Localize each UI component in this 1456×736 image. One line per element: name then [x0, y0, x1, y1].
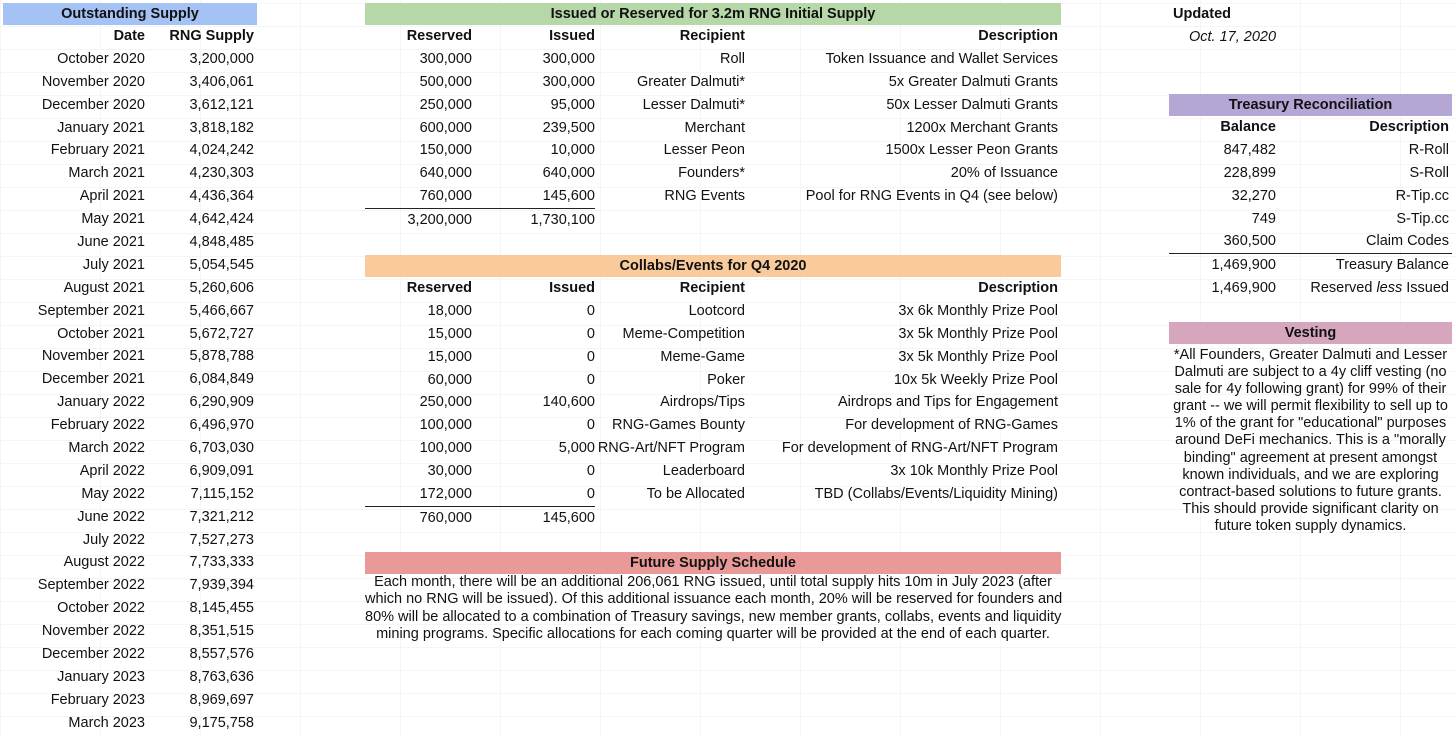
collabs-description-cell[interactable]: 3x 6k Monthly Prize Pool: [898, 302, 1058, 319]
date-cell[interactable]: March 2023: [68, 714, 145, 731]
date-cell[interactable]: February 2021: [50, 142, 145, 159]
initial-issued-cell[interactable]: 95,000: [550, 96, 595, 113]
treasury-balance-cell[interactable]: 360,500: [1223, 233, 1276, 250]
initial-row: [365, 162, 1061, 185]
collabs-reserved-cell[interactable]: 60,000: [427, 371, 472, 388]
vesting-text-line: *All Founders, Greater Dalmuti and Lesser: [1173, 347, 1448, 363]
initial-reserved-cell[interactable]: 250,000: [419, 96, 472, 113]
initial-rows: [365, 48, 1061, 208]
date-cell[interactable]: July 2021: [82, 256, 145, 273]
date-cell[interactable]: February 2022: [50, 417, 145, 434]
initial-issued-cell[interactable]: 640,000: [542, 165, 595, 182]
collabs-column-headers: [365, 277, 1061, 300]
treasury-balance-cell[interactable]: 749: [1251, 210, 1276, 227]
date-cell[interactable]: June 2021: [77, 234, 145, 251]
outstanding-row: [3, 551, 257, 574]
reserved-less-issued-balance[interactable]: 1,469,900: [1211, 280, 1276, 297]
outstanding-row: [3, 162, 257, 185]
vesting-text-line: binding" agreement at present amongst: [1183, 449, 1438, 466]
collabs-row: [365, 391, 1061, 414]
collabs-recipient-cell[interactable]: Poker: [707, 371, 745, 388]
outstanding-row: [3, 94, 257, 117]
treasury-total-row: [1169, 253, 1452, 277]
outstanding-supply-header[interactable]: Outstanding Supply: [3, 3, 257, 25]
date-cell[interactable]: November 2022: [41, 623, 145, 640]
date-cell[interactable]: January 2022: [57, 394, 145, 411]
vesting-text-line: Dalmuti are subject to a 4y cliff vesting (no: [1174, 364, 1447, 381]
supply-cell[interactable]: 4,436,364: [189, 188, 254, 205]
collabs-reserved-cell[interactable]: 15,000: [427, 325, 472, 342]
collabs-events-table: [365, 255, 1061, 529]
outstanding-row: [3, 323, 257, 346]
initial-totals-row: [365, 208, 1061, 231]
supply-cell[interactable]: 3,612,121: [189, 96, 254, 113]
date-cell[interactable]: January 2021: [57, 119, 145, 136]
date-cell[interactable]: March 2021: [68, 165, 145, 182]
outstanding-rows: [3, 48, 257, 735]
treasury-row: [1169, 230, 1452, 253]
collabs-row: [365, 414, 1061, 437]
issued-column-header[interactable]: Issued: [549, 28, 595, 44]
supply-cell[interactable]: 5,260,606: [189, 279, 254, 296]
treasury-row: [1169, 139, 1452, 162]
supply-cell[interactable]: 3,818,182: [189, 119, 254, 136]
supply-cell[interactable]: 5,466,667: [189, 302, 254, 319]
vesting-text-line: 1% of the grant for "educational" purposes: [1174, 415, 1447, 432]
date-cell[interactable]: November 2021: [41, 348, 145, 365]
date-cell[interactable]: September 2021: [37, 302, 145, 319]
collabs-row: [365, 323, 1061, 346]
vesting-text-line: known individuals, and we are exploring: [1182, 466, 1439, 483]
initial-recipient-cell[interactable]: Founders*: [678, 165, 745, 182]
date-cell[interactable]: August 2021: [63, 279, 145, 296]
initial-reserved-cell[interactable]: 640,000: [419, 165, 472, 182]
collabs-recipient-cell[interactable]: Lootcord: [688, 302, 745, 319]
initial-recipient-cell[interactable]: Lesser Peon: [663, 142, 745, 159]
outstanding-row: [3, 231, 257, 254]
initial-description-cell[interactable]: 20% of Issuance: [950, 165, 1058, 182]
supply-cell[interactable]: 7,939,394: [189, 577, 254, 594]
initial-recipient-cell[interactable]: Lesser Dalmuti*: [642, 96, 745, 113]
outstanding-row: [3, 345, 257, 368]
future-text-line: Each month, there will be an additional 206,061 RNG issued, until total supply hits 10m in July 2023 (after: [374, 574, 1052, 590]
outstanding-row: [3, 712, 257, 735]
treasury-row: [1169, 208, 1452, 231]
initial-issued-cell[interactable]: 10,000: [550, 142, 595, 159]
collabs-description-cell[interactable]: 3x 5k Monthly Prize Pool: [898, 348, 1058, 365]
date-cell[interactable]: February 2023: [50, 691, 145, 708]
treasury-description-cell[interactable]: Claim Codes: [1366, 233, 1449, 250]
initial-total-issued[interactable]: 1,730,100: [472, 208, 595, 232]
outstanding-column-headers: [3, 25, 257, 48]
outstanding-row: [3, 277, 257, 300]
date-cell[interactable]: June 2022: [77, 508, 145, 525]
initial-supply-table: [365, 3, 1061, 231]
initial-recipient-cell[interactable]: RNG Events: [664, 188, 745, 205]
initial-issued-cell[interactable]: 300,000: [542, 50, 595, 67]
collabs-recipient-cell[interactable]: RNG-Art/NFT Program: [597, 440, 745, 457]
initial-issued-cell[interactable]: 300,000: [542, 73, 595, 90]
supply-cell[interactable]: 8,557,576: [189, 646, 254, 663]
initial-description-cell[interactable]: Pool for RNG Events in Q4 (see below): [805, 188, 1058, 205]
date-cell[interactable]: January 2023: [57, 668, 145, 685]
outstanding-row: [3, 689, 257, 712]
collabs-issued-cell[interactable]: 0: [586, 302, 595, 319]
initial-column-headers: [365, 25, 1061, 48]
collabs-issued-cell[interactable]: 140,600: [542, 394, 595, 411]
treasury-column-headers: [1169, 116, 1452, 139]
outstanding-row: [3, 391, 257, 414]
collabs-description-cell[interactable]: For development of RNG-Art/NFT Program: [781, 440, 1058, 457]
outstanding-row: [3, 71, 257, 94]
date-cell[interactable]: March 2022: [68, 440, 145, 457]
date-cell[interactable]: July 2022: [82, 531, 145, 548]
collabs-events-header[interactable]: Collabs/Events for Q4 2020: [365, 255, 1061, 277]
collabs-description-cell[interactable]: 10x 5k Weekly Prize Pool: [893, 371, 1058, 388]
initial-total-reserved[interactable]: 3,200,000: [365, 208, 472, 232]
outstanding-row: [3, 620, 257, 643]
initial-issued-cell[interactable]: 239,500: [542, 119, 595, 136]
supply-cell[interactable]: 6,084,849: [189, 371, 254, 388]
supply-cell[interactable]: 6,909,091: [189, 462, 254, 479]
outstanding-row: [3, 208, 257, 231]
future-supply-text[interactable]: [365, 574, 1061, 643]
initial-description-cell[interactable]: 1200x Merchant Grants: [906, 119, 1058, 136]
outstanding-row: [3, 643, 257, 666]
collabs-row: [365, 346, 1061, 369]
outstanding-row: [3, 597, 257, 620]
initial-description-cell[interactable]: 50x Lesser Dalmuti Grants: [886, 96, 1058, 113]
collabs-row: [365, 460, 1061, 483]
initial-recipient-cell[interactable]: Merchant: [684, 119, 745, 136]
date-column-header[interactable]: Date: [113, 28, 145, 44]
collabs-description-cell[interactable]: TBD (Collabs/Events/Liquidity Mining): [814, 486, 1058, 503]
supply-cell[interactable]: 8,351,515: [189, 623, 254, 640]
initial-description-cell[interactable]: 5x Greater Dalmuti Grants: [888, 73, 1058, 90]
supply-cell[interactable]: 8,145,455: [189, 600, 254, 617]
collabs-issued-cell[interactable]: 5,000: [558, 440, 595, 457]
collabs-rows: [365, 300, 1061, 506]
vesting-header[interactable]: Vesting: [1169, 322, 1452, 344]
future-text-line: 80% will be allocated to a combination of Treasury savings, new member grants, collabs, events and liquidity: [365, 608, 1062, 625]
collabs-description-header[interactable]: Description: [978, 280, 1058, 296]
outstanding-row: [3, 139, 257, 162]
collabs-row: [365, 483, 1061, 506]
reserved-less-issued-label[interactable]: Reserved less Issued: [1310, 280, 1449, 297]
collabs-reserved-cell[interactable]: 15,000: [427, 348, 472, 365]
vesting-text-line: around DeFi mechanics. This is a "morally: [1175, 432, 1446, 449]
collabs-row: [365, 300, 1061, 323]
collabs-recipient-cell[interactable]: Leaderboard: [662, 463, 745, 480]
date-cell[interactable]: November 2020: [41, 73, 145, 90]
supply-cell[interactable]: 8,969,697: [189, 691, 254, 708]
supply-cell[interactable]: 7,115,152: [190, 485, 254, 502]
outstanding-row: [3, 437, 257, 460]
treasury-balance-cell[interactable]: 847,482: [1223, 141, 1276, 158]
supply-cell[interactable]: 6,290,909: [189, 394, 254, 411]
supply-cell[interactable]: 5,672,727: [189, 325, 254, 342]
collabs-reserved-cell[interactable]: 172,000: [419, 486, 472, 503]
treasury-total-label[interactable]: Treasury Balance: [1335, 257, 1449, 274]
initial-reserved-cell[interactable]: 150,000: [419, 142, 472, 159]
updated-label[interactable]: Updated: [1173, 6, 1231, 22]
future-supply-section: [365, 552, 1061, 643]
supply-cell[interactable]: 6,703,030: [189, 440, 254, 457]
outstanding-row: [3, 414, 257, 437]
outstanding-row: [3, 483, 257, 506]
treasury-description-header[interactable]: Description: [1369, 119, 1449, 135]
initial-row: [365, 48, 1061, 71]
collabs-recipient-cell[interactable]: Airdrops/Tips: [660, 394, 745, 411]
date-cell[interactable]: December 2021: [41, 371, 145, 388]
outstanding-row: [3, 460, 257, 483]
description-column-header[interactable]: Description: [978, 28, 1058, 44]
treasury-balance-cell[interactable]: 32,270: [1231, 187, 1276, 204]
collabs-issued-cell[interactable]: 0: [586, 486, 595, 503]
collabs-reserved-cell[interactable]: 30,000: [427, 463, 472, 480]
future-text-line: which no RNG will be issued). Of this additional issuance each month, 20% will be reserved for founders and: [365, 591, 1063, 608]
supply-cell[interactable]: 3,406,061: [189, 73, 254, 90]
supply-cell[interactable]: 8,763,636: [189, 668, 254, 685]
collabs-issued-cell[interactable]: 0: [586, 325, 595, 342]
collabs-recipient-header[interactable]: Recipient: [679, 280, 745, 296]
date-cell[interactable]: December 2022: [41, 646, 145, 663]
updated-date-row: [1169, 26, 1369, 49]
treasury-description-cell[interactable]: S-Tip.cc: [1396, 210, 1449, 227]
collabs-totals-row: [365, 506, 1061, 529]
collabs-issued-header[interactable]: Issued: [549, 280, 595, 296]
outstanding-row: [3, 506, 257, 529]
outstanding-supply-table: [3, 3, 257, 735]
collabs-description-cell[interactable]: Airdrops and Tips for Engagement: [837, 394, 1058, 411]
initial-row: [365, 71, 1061, 94]
treasury-rows: [1169, 139, 1452, 253]
supply-cell[interactable]: 5,054,545: [189, 256, 254, 273]
outstanding-row: [3, 185, 257, 208]
balance-column-header[interactable]: Balance: [1220, 119, 1276, 135]
initial-row: [365, 139, 1061, 162]
date-cell[interactable]: May 2022: [81, 485, 145, 502]
future-supply-header[interactable]: Future Supply Schedule: [365, 552, 1061, 574]
collabs-row: [365, 437, 1061, 460]
collabs-issued-cell[interactable]: 0: [586, 417, 595, 434]
collabs-reserved-cell[interactable]: 100,000: [419, 440, 472, 457]
future-text-line: mining programs. Specific allocations for each coming quarter will be provided at the end of each quarter.: [376, 625, 1050, 642]
initial-reserved-cell[interactable]: 300,000: [419, 50, 472, 67]
supply-cell[interactable]: 4,024,242: [189, 142, 254, 159]
collabs-recipient-cell[interactable]: RNG-Games Bounty: [612, 417, 745, 434]
initial-reserved-cell[interactable]: 600,000: [419, 119, 472, 136]
outstanding-row: [3, 254, 257, 277]
outstanding-row: [3, 529, 257, 552]
date-cell[interactable]: August 2022: [63, 554, 145, 571]
recipient-column-header[interactable]: Recipient: [679, 28, 745, 44]
vesting-text[interactable]: [1169, 347, 1452, 535]
date-cell[interactable]: April 2021: [79, 188, 145, 205]
collabs-issued-cell[interactable]: 0: [586, 348, 595, 365]
collabs-total-issued[interactable]: 145,600: [472, 506, 595, 530]
collabs-issued-cell[interactable]: 0: [586, 463, 595, 480]
initial-row: [365, 185, 1061, 208]
collabs-total-reserved[interactable]: 760,000: [365, 506, 472, 530]
supply-cell[interactable]: 4,848,485: [189, 234, 254, 251]
date-cell[interactable]: October 2022: [57, 600, 145, 617]
supply-column-header[interactable]: RNG Supply: [169, 28, 254, 44]
collabs-recipient-cell[interactable]: To be Allocated: [646, 486, 745, 503]
vesting-text-line: contract-based solutions to future grants.: [1179, 483, 1442, 500]
collabs-reserved-cell[interactable]: 100,000: [419, 417, 472, 434]
collabs-description-cell[interactable]: For development of RNG-Games: [845, 417, 1058, 434]
treasury-row: [1169, 185, 1452, 208]
treasury-total-balance[interactable]: 1,469,900: [1211, 257, 1276, 274]
collabs-reserved-header[interactable]: Reserved: [406, 280, 472, 296]
collabs-description-cell[interactable]: 3x 10k Monthly Prize Pool: [890, 463, 1058, 480]
initial-issued-cell[interactable]: 145,600: [542, 188, 595, 205]
initial-reserved-cell[interactable]: 500,000: [419, 73, 472, 90]
supply-cell[interactable]: 9,175,758: [189, 714, 254, 731]
date-cell[interactable]: October 2021: [57, 325, 145, 342]
initial-row: [365, 94, 1061, 117]
collabs-row: [365, 369, 1061, 392]
supply-cell[interactable]: 7,321,212: [189, 508, 254, 525]
supply-cell[interactable]: 7,733,333: [189, 554, 254, 571]
vesting-text-line: future token supply dynamics.: [1214, 517, 1407, 534]
date-cell[interactable]: October 2020: [57, 50, 145, 67]
outstanding-row: [3, 300, 257, 323]
collabs-reserved-cell[interactable]: 18,000: [427, 302, 472, 319]
collabs-reserved-cell[interactable]: 250,000: [419, 394, 472, 411]
supply-cell[interactable]: 5,878,788: [189, 348, 254, 365]
initial-row: [365, 117, 1061, 140]
vesting-text-line: grant -- we will permit flexibility to sell up to: [1173, 398, 1448, 415]
treasury-header[interactable]: Treasury Reconciliation: [1169, 94, 1452, 116]
reserved-column-header[interactable]: Reserved: [406, 28, 472, 44]
initial-description-cell[interactable]: 1500x Lesser Peon Grants: [885, 142, 1058, 159]
initial-supply-header[interactable]: Issued or Reserved for 3.2m RNG Initial Supply: [365, 3, 1061, 25]
date-cell[interactable]: December 2020: [41, 96, 145, 113]
initial-reserved-cell[interactable]: 760,000: [419, 188, 472, 205]
treasury-description-cell[interactable]: R-Tip.cc: [1395, 187, 1449, 204]
outstanding-row: [3, 666, 257, 689]
collabs-recipient-cell[interactable]: Meme-Game: [660, 348, 745, 365]
outstanding-row: [3, 117, 257, 140]
initial-recipient-cell[interactable]: Greater Dalmuti*: [637, 73, 745, 90]
reserved-less-issued-row: [1169, 277, 1452, 300]
date-cell[interactable]: May 2021: [81, 211, 145, 228]
supply-cell[interactable]: 6,496,970: [189, 417, 254, 434]
vesting-text-line: This should provide significant clarity on: [1182, 500, 1439, 517]
collabs-issued-cell[interactable]: 0: [586, 371, 595, 388]
treasury-description-cell[interactable]: R-Roll: [1408, 141, 1449, 158]
treasury-reconciliation-table: [1169, 94, 1452, 300]
supply-cell[interactable]: 3,200,000: [189, 50, 254, 67]
updated-date[interactable]: Oct. 17, 2020: [1189, 28, 1277, 45]
vesting-section: [1169, 322, 1452, 535]
outstanding-row: [3, 48, 257, 71]
updated-section: [1169, 3, 1369, 49]
supply-cell[interactable]: 4,230,303: [189, 165, 254, 182]
vesting-text-line: sale for 4y following grant) for 99% of their: [1174, 381, 1447, 398]
date-cell[interactable]: September 2022: [37, 577, 145, 594]
updated-row: [1169, 3, 1369, 26]
supply-cell[interactable]: 4,642,424: [189, 211, 254, 228]
collabs-recipient-cell[interactable]: Meme-Competition: [622, 325, 745, 342]
initial-description-cell[interactable]: Token Issuance and Wallet Services: [825, 50, 1058, 67]
treasury-row: [1169, 162, 1452, 185]
treasury-balance-cell[interactable]: 228,899: [1223, 164, 1276, 181]
date-cell[interactable]: April 2022: [79, 462, 145, 479]
treasury-description-cell[interactable]: S-Roll: [1409, 164, 1449, 181]
collabs-description-cell[interactable]: 3x 5k Monthly Prize Pool: [898, 325, 1058, 342]
initial-recipient-cell[interactable]: Roll: [720, 50, 745, 67]
outstanding-row: [3, 368, 257, 391]
outstanding-row: [3, 574, 257, 597]
supply-cell[interactable]: 7,527,273: [189, 531, 254, 548]
